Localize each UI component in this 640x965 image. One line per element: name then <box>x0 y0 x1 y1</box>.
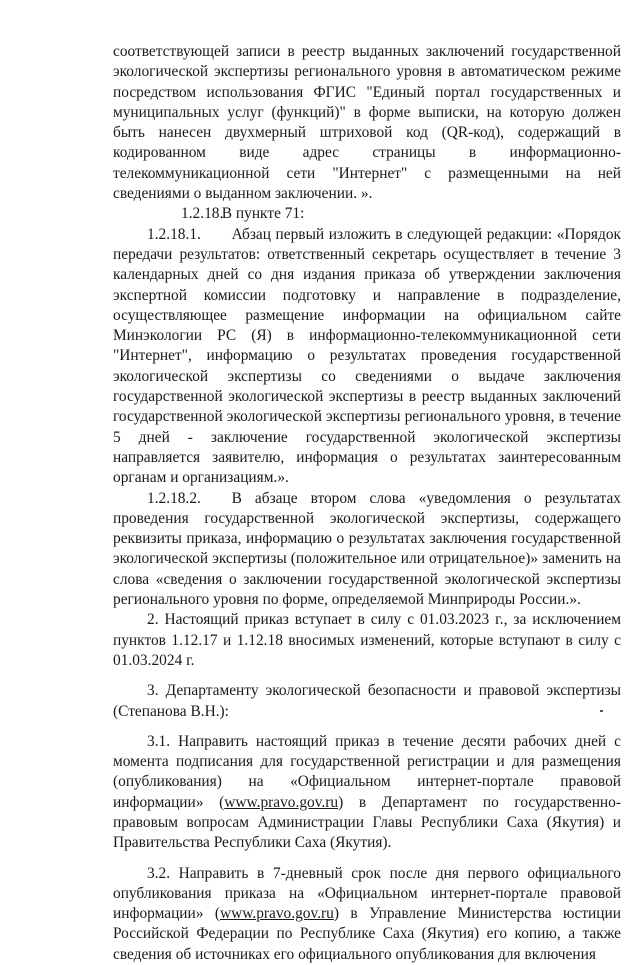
paragraph-1-2-18-2 <box>113 489 621 611</box>
paragraph-1-2-18-1 <box>113 225 621 489</box>
paragraph-text: ) в Управление Министерства юстиции Российской Федерации по Республике Саха (Якутия) его копию, а также сведения об источниках его официального опубликования для включения <box>113 905 621 963</box>
paragraph-2-effective-date: 2. Настоящий приказ вступает в силу с 01.03.2023 г., за исключением пунктов 1.12.17 и 1.12.18 вносимых изменений, которые вступают в силу с 01.03.2024 г. <box>113 611 621 669</box>
paragraph-text: Абзац первый изложить в следующей редакции: «Порядок передачи результатов: ответственный секретарь осуществляет в течение 3 календарных дней со дня издания приказа об утверждении заключения экспертной комиссии подготовку и направление в подразделение, осуществляющее размещение информации на официальном сайте Минэкологии РС (Я) в информационно-телекоммуникационной сети "Интернет", информацию о результатах проведения государственной экологической экспертизы со сведениями о выдаче заключения государственной экологической экспертизы в реестр выданных заключений государственной экологической экспертизы регионального уровня, в течение 5 дней - заключение государственной экологической экспертизы направляется заявителю, информация о результатах заинтересованным органам и организациям.». <box>113 225 621 487</box>
paragraph-number: 1.2.18. <box>181 205 224 223</box>
paragraph-text: 3.2. Направить в 7-дневный срок после дня первого официального опубликования приказа на «Официальном интернет-портале правовой информации» ( <box>113 864 621 923</box>
paragraph-text: 3.1. Направить настоящий приказ в течение десяти рабочих дней с момента подписания для государственной регистрации и для размещения (опубликования) на «Официальном интернет-портале правовой информации» ( <box>113 732 621 811</box>
paragraph-3-department: 3. Департаменту экологической безопасности и правовой экспертизы (Степанова В.Н.): <box>113 682 621 720</box>
paragraph-number: 1.2.18.1. <box>147 225 201 243</box>
paragraph-text: В пункте 71: <box>221 205 305 223</box>
paragraph-3-2 <box>113 864 621 965</box>
pravo-link[interactable]: www.pravo.gov.ru <box>220 905 334 923</box>
document-body <box>113 42 621 965</box>
paragraph-text: ) в Департамент по государственно-правовым вопросам Администрации Главы Республики Саха (Якутия) и Правительства Республики Саха (Якутия). <box>113 793 621 852</box>
pravo-link[interactable]: www.pravo.gov.ru <box>224 793 339 811</box>
paragraph-1-2-18 <box>113 204 621 224</box>
paragraph-number: 1.2.18.2. <box>147 489 201 507</box>
paragraph-text: В абзаце втором слова «уведомления о результатах проведения государственной экологической экспертизы, содержащего реквизиты приказа, информацию о результатах заключения государственной экологической экспертизы (положительное или отрицательное)» заменить на слова «сведения о заключении государственной экологической экспертизы регионального уровня по форме, определяемой Минприроды России.». <box>113 489 621 609</box>
paragraph-continuation: соответствующей записи в реестр выданных заключений государственной экологической экспертизы регионального уровня в автоматическом режиме посредством использования ФГИС "Единый портал государственных и муниципальных услуг (функций)" в форме выписки, на которую должен быть нанесен двухмерный штриховой код (QR-код), содержащий в кодированном виде адрес страницы в информационно-телекоммуникационной сети "Интернет" с размещенными на ней сведениями о выданном заключении. ». <box>113 43 621 203</box>
scan-speck <box>600 710 603 712</box>
paragraph-3-1 <box>113 732 621 854</box>
